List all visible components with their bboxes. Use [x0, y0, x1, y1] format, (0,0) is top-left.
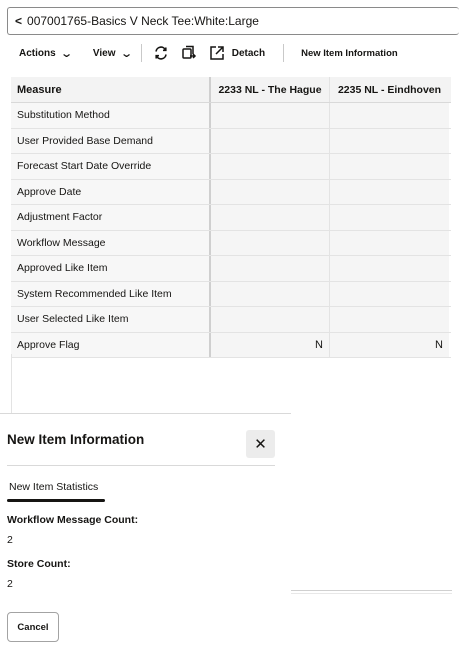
measure-name-cell: [11, 129, 211, 154]
store-count-label: Store Count:: [7, 558, 71, 570]
column-header-store-2235[interactable]: 2235 NL - Eindhoven: [330, 77, 449, 102]
grid-body: [11, 103, 451, 358]
cancel-button[interactable]: Cancel: [7, 612, 59, 642]
table-row[interactable]: [11, 231, 451, 257]
store-2235-cell[interactable]: N: [330, 333, 449, 358]
store-2235-cell[interactable]: [330, 282, 449, 307]
store-2235-cell[interactable]: [330, 231, 449, 256]
refresh-icon[interactable]: [152, 44, 170, 62]
panel-divider: [0, 413, 291, 414]
measure-name-cell: [11, 154, 211, 179]
store-2233-cell[interactable]: [211, 231, 330, 256]
measure-name: Workflow Message: [17, 236, 106, 249]
measure-name-cell: [11, 205, 211, 230]
store-2233-cell[interactable]: [211, 205, 330, 230]
table-row[interactable]: [11, 307, 451, 333]
grid-empty-area: [11, 354, 451, 414]
store-2233-cell[interactable]: [211, 307, 330, 332]
grid-header-row: [11, 77, 451, 103]
actions-menu[interactable]: [19, 47, 71, 60]
detach-label: Detach: [231, 47, 266, 59]
measure-name-cell: [11, 231, 211, 256]
actions-menu-label: Actions: [19, 47, 56, 59]
measure-name: System Recommended Like Item: [17, 287, 172, 300]
table-row[interactable]: [11, 154, 451, 180]
store-2235-cell[interactable]: [330, 307, 449, 332]
detach-button[interactable]: [208, 44, 265, 62]
toolbar: [7, 40, 459, 66]
column-header-measure[interactable]: Measure: [11, 77, 211, 102]
workflow-message-count-label: Workflow Message Count:: [7, 514, 139, 526]
view-menu-label: View: [92, 47, 116, 59]
measure-name: User Selected Like Item: [17, 313, 129, 326]
measure-name: User Provided Base Demand: [17, 134, 153, 147]
measure-name-cell: [11, 307, 211, 332]
close-icon: ✕: [254, 436, 267, 453]
store-2235-cell[interactable]: [330, 129, 449, 154]
measure-name-cell: [11, 256, 211, 281]
panel-title: New Item Information: [7, 432, 145, 447]
store-2233-cell[interactable]: [211, 180, 330, 205]
table-row[interactable]: [11, 129, 451, 155]
store-2233-cell[interactable]: [211, 256, 330, 281]
measure-name: Approved Like Item: [17, 262, 108, 275]
close-button[interactable]: [246, 430, 275, 458]
measure-name-cell: [11, 103, 211, 128]
measure-name: Forecast Start Date Override: [17, 160, 152, 173]
measure-name: Adjustment Factor: [17, 211, 103, 224]
measure-name: Approve Flag: [17, 338, 80, 351]
store-2233-cell[interactable]: [211, 129, 330, 154]
table-row[interactable]: [11, 205, 451, 231]
table-row[interactable]: [11, 103, 451, 129]
store-2235-cell[interactable]: [330, 180, 449, 205]
divider-line: [291, 593, 452, 594]
table-row[interactable]: [11, 180, 451, 206]
column-header-store-2233[interactable]: 2233 NL - The Hague: [211, 77, 330, 102]
tab-new-item-statistics[interactable]: New Item Statistics: [9, 481, 99, 493]
measures-grid: [11, 77, 451, 358]
detach-icon: [208, 44, 226, 62]
store-2233-cell[interactable]: [211, 154, 330, 179]
back-chevron-icon[interactable]: <: [15, 14, 23, 28]
page-title: 007001765-Basics V Neck Tee:White:Large: [27, 14, 259, 28]
tab-active-indicator: [7, 499, 105, 502]
workflow-message-count-value: 2: [7, 534, 13, 546]
view-menu[interactable]: [93, 47, 131, 60]
store-2233-cell[interactable]: [211, 282, 330, 307]
table-row[interactable]: [11, 282, 451, 308]
measure-name: Approve Date: [17, 185, 82, 198]
chevron-down-icon: ⌄: [119, 47, 133, 60]
measure-name-cell: [11, 282, 211, 307]
export-icon[interactable]: [180, 44, 198, 62]
page-header: [7, 7, 459, 35]
store-2233-cell[interactable]: N: [211, 333, 330, 358]
table-row[interactable]: [11, 256, 451, 282]
store-2235-cell[interactable]: [330, 205, 449, 230]
measure-name-cell: [11, 180, 211, 205]
panel-header-divider: [7, 465, 275, 466]
measure-name: Substitution Method: [17, 109, 110, 122]
divider-line: [291, 590, 452, 591]
chevron-down-icon: ⌄: [59, 47, 73, 60]
new-item-information-button[interactable]: New Item Information: [301, 47, 398, 59]
toolbar-separator: [141, 44, 142, 62]
toolbar-separator: [283, 44, 284, 62]
store-2235-cell[interactable]: [330, 256, 449, 281]
store-2235-cell[interactable]: [330, 103, 449, 128]
store-2233-cell[interactable]: [211, 103, 330, 128]
store-count-value: 2: [7, 578, 13, 590]
store-2235-cell[interactable]: [330, 154, 449, 179]
